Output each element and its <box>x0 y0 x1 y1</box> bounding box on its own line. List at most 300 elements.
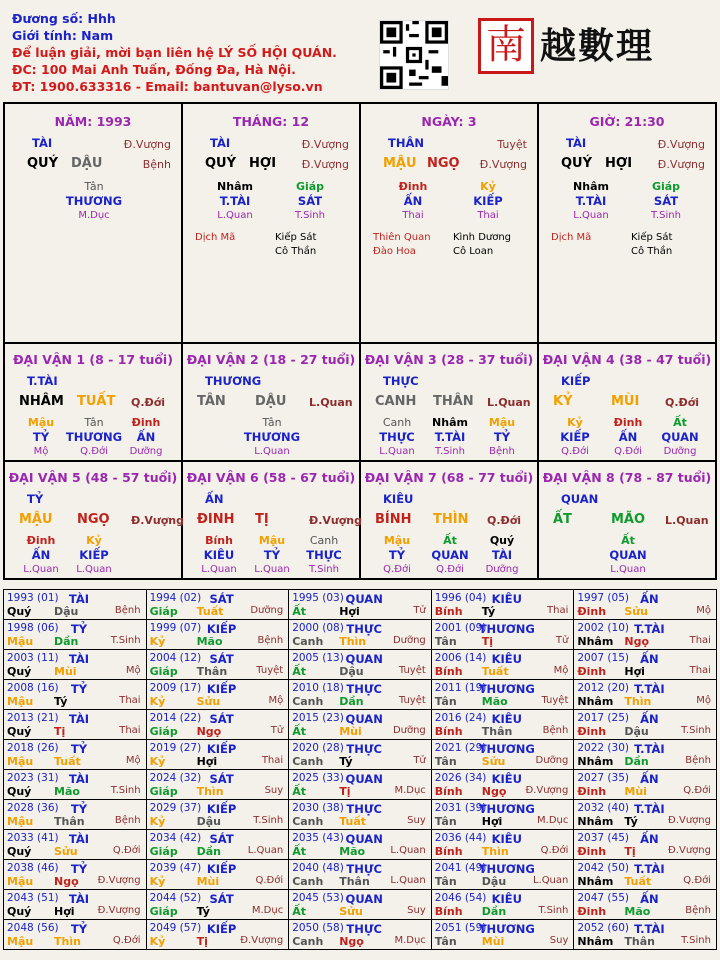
daivan-cell <box>183 344 361 462</box>
year-phase: L.Quan <box>390 845 426 856</box>
pillar-cell <box>5 104 183 344</box>
table-row <box>4 620 717 650</box>
year-phase: Tử <box>270 725 284 736</box>
year-branch: Mão <box>339 845 366 858</box>
year-phase: Bệnh <box>257 635 284 646</box>
year-ten-god: QUAN <box>345 712 383 726</box>
year-stem: Tân <box>434 695 457 708</box>
year-phase: L.Quan <box>247 845 284 856</box>
year-cell <box>289 830 432 860</box>
year-cell <box>289 770 432 800</box>
year-stem: Bính <box>434 845 463 858</box>
daivan-ten-god: T.TÀI <box>27 374 58 388</box>
year-label: 2023 (31) <box>7 772 59 784</box>
pillar-cell <box>183 104 361 344</box>
year-label: 2009 (17) <box>149 682 202 694</box>
hidden-ten-god: T.TÀI <box>219 194 251 208</box>
year-label: 1995 (03) <box>292 592 344 604</box>
year-phase: Tuyệt <box>256 665 284 676</box>
year-stem: Mậu <box>7 695 34 708</box>
daivan-hidden-phase: L.Quan <box>201 564 237 575</box>
year-label: 2025 (33) <box>292 772 344 784</box>
year-stem: Đinh <box>577 785 607 798</box>
year-ten-god: THỰC <box>346 802 382 816</box>
year-label: 2051 (59) <box>434 922 487 934</box>
year-ten-god: KIẾP <box>206 622 237 636</box>
year-cell <box>289 650 432 680</box>
year-branch: Sửu <box>481 755 506 768</box>
year-stem: Canh <box>292 875 324 888</box>
year-cell <box>432 800 575 830</box>
year-label: 2002 (10) <box>577 622 629 634</box>
year-ten-god: TÀI <box>68 772 90 786</box>
year-phase: T.Sinh <box>681 935 711 946</box>
year-label: 2036 (44) <box>434 832 487 844</box>
hidden-phase: T.Sinh <box>295 210 325 221</box>
year-stem: Tân <box>434 935 457 948</box>
year-cell <box>4 680 147 710</box>
hidden-phase: M.Dục <box>78 210 110 221</box>
year-ten-god: THỰC <box>346 622 382 636</box>
daivan-cell <box>5 462 183 580</box>
star-right: Kiếp Sát <box>631 232 673 243</box>
year-phase: Tuyệt <box>398 665 426 676</box>
year-cell <box>289 590 432 620</box>
year-ten-god: T.TÀI <box>634 682 665 696</box>
daivan-hidden-phase: L.Quan <box>23 564 59 575</box>
daivan-stem: ĐINH <box>197 512 235 527</box>
year-phase: Tử <box>413 605 426 616</box>
year-stem: Đinh <box>577 665 607 678</box>
year-branch: Mão <box>481 695 508 708</box>
year-stem: Tân <box>434 755 457 768</box>
year-ten-god: THỰC <box>346 742 382 756</box>
daivan-row-2 <box>5 462 717 580</box>
daivan-hidden-god: KIÊU <box>203 548 235 562</box>
star-left: Đào Hoa <box>373 246 416 257</box>
daivan-title: ĐẠI VẬN 3 (28 - 37 tuổi) <box>364 352 534 367</box>
year-branch: Dần <box>54 635 79 648</box>
year-branch: Ngọ <box>339 935 364 948</box>
daivan-stem: ẤT <box>553 512 572 527</box>
year-ten-god: ẤN <box>640 652 659 666</box>
pillar-row <box>5 104 717 344</box>
daivan-hidden-god: ẤN <box>31 548 51 562</box>
year-label: 2038 (46) <box>7 862 59 874</box>
year-branch: Hợi <box>196 755 218 768</box>
pillar-cell <box>361 104 539 344</box>
daivan-hidden-stem: Canh <box>382 416 412 429</box>
year-cell <box>574 770 717 800</box>
daivan-hidden-god: TÀI <box>491 548 513 562</box>
year-ten-god: QUAN <box>345 772 383 786</box>
star-right: Cô Loan <box>453 246 494 257</box>
year-branch: Tị <box>481 635 494 648</box>
daivan-stem: MẬU <box>19 512 53 527</box>
year-stem: Tân <box>434 635 457 648</box>
year-label: 2001 (09) <box>434 622 487 634</box>
year-ten-god: KIÊU <box>491 832 522 846</box>
heavenly-stem: QUÝ <box>561 156 593 171</box>
year-stem: Nhâm <box>577 755 614 768</box>
year-phase: Mộ <box>268 695 284 706</box>
year-cell <box>4 710 147 740</box>
year-phase: Thai <box>547 605 569 616</box>
year-cell <box>574 710 717 740</box>
pillar-stage: Đ.Vượng <box>479 158 527 171</box>
year-stem: Ất <box>292 845 306 858</box>
year-ten-god: QUAN <box>345 592 383 606</box>
year-branch: Hợi <box>481 815 503 828</box>
year-label: 2033 (41) <box>7 832 59 844</box>
year-phase: Thai <box>119 695 141 706</box>
table-row <box>4 890 717 920</box>
year-ten-god: THỰC <box>346 922 382 936</box>
year-label: 2048 (56) <box>7 922 59 934</box>
daivan-state: Q.Đới <box>131 396 166 409</box>
daivan-hidden-god: THƯƠNG <box>65 430 123 444</box>
brand-title: 越數理 <box>540 25 655 67</box>
year-cell <box>432 890 575 920</box>
year-label: 2049 (57) <box>149 922 202 934</box>
year-stem: Bính <box>434 905 463 918</box>
year-label: 2017 (25) <box>577 712 629 724</box>
year-ten-god: TỶ <box>70 862 88 876</box>
year-cell <box>289 860 432 890</box>
year-stem: Nhâm <box>577 815 614 828</box>
year-branch: Ngọ <box>54 875 79 888</box>
hidden-phase: Thai <box>402 210 424 221</box>
year-label: 1996 (04) <box>434 592 487 604</box>
year-label: 2013 (21) <box>7 712 59 724</box>
year-phase: Thai <box>261 755 284 766</box>
daivan-cell <box>5 344 183 462</box>
daivan-branch: MÃO <box>611 512 646 527</box>
year-ten-god: TÀI <box>68 832 90 846</box>
year-phase: M.Dục <box>251 905 284 916</box>
year-branch: Tý <box>481 605 496 618</box>
year-branch: Tuất <box>196 605 224 618</box>
daivan-branch: DẬU <box>255 394 287 409</box>
pillar-stage: Đ.Vượng <box>301 158 349 171</box>
year-label: 2028 (36) <box>7 802 59 814</box>
year-cell <box>289 710 432 740</box>
year-phase: Q.Đới <box>540 845 569 856</box>
pillar-state: Đ.Vượng <box>123 138 171 151</box>
daivan-title: ĐẠI VẬN 4 (38 - 47 tuổi) <box>542 352 712 367</box>
daivan-hidden-god: TỶ <box>388 548 406 562</box>
year-stem: Giáp <box>149 905 178 918</box>
year-stem: Kỷ <box>149 635 166 648</box>
pillar-title: GIỜ: 21:30 <box>589 114 665 129</box>
year-stem: Ất <box>292 665 306 678</box>
daivan-hidden-stem: Đinh <box>613 416 643 429</box>
year-branch: Dần <box>196 845 221 858</box>
year-branch: Mão <box>54 785 80 798</box>
year-label: 2047 (55) <box>577 892 629 904</box>
year-branch: Mùi <box>196 875 220 888</box>
year-branch: Sửu <box>54 845 78 858</box>
hidden-phase: T.Sinh <box>651 210 681 221</box>
year-stem: Quý <box>7 665 32 678</box>
daivan-title: ĐẠI VẬN 8 (78 - 87 tuổi) <box>542 470 712 485</box>
year-ten-god: TỶ <box>70 802 88 816</box>
daivan-hidden-god: KIẾP <box>79 548 109 562</box>
year-label: 2027 (35) <box>577 772 629 784</box>
heavenly-stem: QUÝ <box>205 156 237 171</box>
year-stem: Giáp <box>149 845 178 858</box>
year-label: 1993 (01) <box>7 592 59 604</box>
daivan-cell <box>361 344 539 462</box>
year-cell <box>289 620 432 650</box>
daivan-cell <box>183 462 361 580</box>
daivan-hidden-phase: L.Quan <box>254 564 290 575</box>
daivan-row-1 <box>5 344 717 462</box>
daivan-state: L.Quan <box>309 396 353 409</box>
year-phase: Đ.Vượng <box>240 935 284 946</box>
year-branch: Ngọ <box>196 725 222 738</box>
year-phase: Dưỡng <box>535 755 569 766</box>
year-label: 2003 (11) <box>7 652 59 664</box>
year-label: 2046 (54) <box>434 892 487 904</box>
daivan-hidden-god: QUAN <box>431 548 469 562</box>
year-label: 2037 (45) <box>577 832 629 844</box>
daivan-hidden-phase: L.Quan <box>76 564 112 575</box>
year-stem: Mậu <box>7 755 34 768</box>
year-ten-god: ẤN <box>640 772 659 786</box>
year-stem: Ất <box>292 905 306 918</box>
year-ten-god: KIẾP <box>206 802 237 816</box>
year-branch: Tý <box>196 905 210 918</box>
year-label: 2010 (18) <box>292 682 344 694</box>
year-ten-god: KIÊU <box>491 592 522 606</box>
year-phase: L.Quan <box>532 875 569 886</box>
table-row <box>4 710 717 740</box>
daivan-hidden-phase: Q.Đới <box>614 446 642 457</box>
daivan-hidden-god: TỶ <box>493 430 511 444</box>
daivan-hidden-god: THƯƠNG <box>243 430 301 444</box>
year-stem: Kỷ <box>149 755 166 768</box>
year-ten-god: T.TÀI <box>634 922 665 936</box>
daivan-state: Đ.Vượng <box>309 514 363 527</box>
year-stem: Ất <box>292 605 306 618</box>
year-cell <box>574 650 717 680</box>
year-ten-god: TÀI <box>68 892 90 906</box>
year-label: 2043 (51) <box>7 892 59 904</box>
daivan-state: L.Quan <box>487 396 531 409</box>
year-label: 2021 (29) <box>434 742 487 754</box>
daivan-hidden-god: THỰC <box>306 548 342 562</box>
year-stem: Kỷ <box>149 815 166 828</box>
earthly-branch: HỢI <box>249 156 277 171</box>
daivan-hidden-stem: Tân <box>262 416 282 429</box>
year-stem: Quý <box>7 785 32 798</box>
year-ten-god: KIẾP <box>206 742 237 756</box>
table-row <box>4 830 717 860</box>
info-block <box>12 10 337 95</box>
year-phase: Thai <box>689 665 711 676</box>
year-stem: Đinh <box>577 905 607 918</box>
year-phase: Dưỡng <box>250 605 284 616</box>
year-phase: Suy <box>407 905 426 916</box>
daivan-stem: KỶ <box>553 394 573 409</box>
year-branch: Thìn <box>196 785 224 798</box>
daivan-ten-god: THỰC <box>383 374 419 388</box>
star-left: Dịch Mã <box>551 232 592 243</box>
ten-god: TÀI <box>32 136 53 150</box>
year-phase: T.Sinh <box>681 725 711 736</box>
year-cell <box>574 860 717 890</box>
year-branch: Sửu <box>624 605 648 618</box>
year-label: 2029 (37) <box>149 802 202 814</box>
year-phase: Bệnh <box>114 605 141 616</box>
year-cell <box>147 740 290 770</box>
year-ten-god: ẤN <box>640 592 659 606</box>
hidden-stem: Tân <box>84 180 104 193</box>
year-label: 2019 (27) <box>149 742 202 754</box>
year-phase: Đ.Vượng <box>97 905 141 916</box>
daivan-stem: BÍNH <box>375 512 412 527</box>
year-branch: Tý <box>624 815 638 828</box>
year-phase: Mộ <box>553 665 569 676</box>
year-stem: Giáp <box>149 785 178 798</box>
year-ten-god: KIẾP <box>206 862 237 876</box>
pillar-stage: Đ.Vượng <box>657 158 705 171</box>
daivan-hidden-god: ẤN <box>136 430 156 444</box>
year-label: 2034 (42) <box>149 832 202 844</box>
year-phase: Đ.Vượng <box>668 815 711 826</box>
year-cell <box>574 890 717 920</box>
year-cell <box>147 860 290 890</box>
year-phase: Mộ <box>125 755 141 766</box>
star-right: Cô Thần <box>631 246 673 257</box>
daivan-branch: TỊ <box>255 512 269 527</box>
year-stem: Mậu <box>7 815 34 828</box>
table-row <box>4 740 717 770</box>
hidden-ten-god: SÁT <box>297 194 323 208</box>
year-branch: Tý <box>339 755 353 768</box>
daivan-title: ĐẠI VẬN 1 (8 - 17 tuổi) <box>13 352 173 367</box>
daivan-branch: THÌN <box>433 512 469 527</box>
table-row <box>4 920 717 950</box>
owner-name: Đương số: Hhh <box>12 11 116 26</box>
hidden-stem: Nhâm <box>217 180 253 193</box>
year-phase: Q.Đới <box>683 875 711 886</box>
year-branch: Hợi <box>624 665 645 678</box>
daivan-state: Q.Đới <box>487 514 522 527</box>
year-branch: Mùi <box>339 725 362 738</box>
year-phase: Mộ <box>125 665 141 676</box>
year-cell <box>574 830 717 860</box>
year-ten-god: SÁT <box>209 892 234 906</box>
daivan-ten-god: QUAN <box>561 492 599 506</box>
year-ten-god: KIÊU <box>491 772 522 786</box>
daivan-hidden-stem: Mậu <box>383 534 411 547</box>
year-cell <box>147 890 290 920</box>
heavenly-stem: QUÝ <box>27 156 59 171</box>
year-label: 2020 (28) <box>292 742 344 754</box>
year-ten-god: THƯƠNG <box>478 862 535 876</box>
daivan-hidden-phase: T.Sinh <box>309 564 339 575</box>
year-label: 2040 (48) <box>292 862 344 874</box>
year-stem: Tân <box>434 875 457 888</box>
year-cell <box>432 860 575 890</box>
year-cell <box>432 650 575 680</box>
pillar-state: Đ.Vượng <box>301 138 349 151</box>
year-label: 2030 (38) <box>292 802 344 814</box>
year-branch: Ngọ <box>624 635 650 648</box>
daivan-hidden-stem: Canh <box>309 534 339 547</box>
hidden-stem: Nhâm <box>573 180 609 193</box>
year-phase: Đ.Vượng <box>97 875 141 886</box>
earthly-branch: DẬU <box>71 156 103 171</box>
year-cell <box>432 830 575 860</box>
year-branch: Dậu <box>624 725 649 738</box>
daivan-state: Q.Đới <box>665 396 700 409</box>
daivan-hidden-stem: Kỷ <box>86 534 102 547</box>
year-label: 2008 (16) <box>7 682 59 694</box>
year-ten-god: SÁT <box>209 772 234 786</box>
daivan-branch: NGỌ <box>77 512 110 527</box>
year-phase: Suy <box>407 815 426 826</box>
year-stem: Bính <box>434 665 463 678</box>
daivan-branch: THÂN <box>433 394 474 409</box>
year-cell <box>289 800 432 830</box>
daivan-ten-god: KIẾP <box>561 374 591 388</box>
year-phase: Dưỡng <box>392 635 426 646</box>
year-stem: Nhâm <box>577 695 614 708</box>
daivan-hidden-god: THỰC <box>379 430 415 444</box>
year-cell <box>574 920 717 950</box>
daivan-ten-god: TỶ <box>27 492 44 506</box>
year-stem: Đinh <box>577 725 607 738</box>
year-branch: Sửu <box>339 905 363 918</box>
year-branch: Dậu <box>196 815 221 828</box>
year-label: 2016 (24) <box>434 712 487 724</box>
year-branch: Sửu <box>196 695 221 708</box>
year-stem: Quý <box>7 905 32 918</box>
year-cell <box>147 680 290 710</box>
daivan-hidden-stem: Mậu <box>488 416 516 429</box>
gender: Giới tính: Nam <box>12 28 114 43</box>
year-ten-god: KIÊU <box>491 892 522 906</box>
year-stem: Nhâm <box>577 935 614 948</box>
year-phase: M.Dục <box>537 815 569 826</box>
year-stem: Mậu <box>7 635 34 648</box>
daivan-cell <box>539 462 717 580</box>
year-stem: Giáp <box>149 725 178 738</box>
daivan-hidden-god: QUAN <box>661 430 699 444</box>
year-label: 2041 (49) <box>434 862 487 874</box>
year-branch: Thân <box>339 875 370 888</box>
pillar-state: Đ.Vượng <box>657 138 705 151</box>
address: ĐC: 100 Mai Anh Tuấn, Đống Đa, Hà Nội. <box>12 62 296 77</box>
year-stem: Canh <box>292 935 324 948</box>
daivan-stem: CANH <box>375 394 417 409</box>
pillar-title: THÁNG: 12 <box>232 114 310 129</box>
star-right: Cô Thần <box>275 246 317 257</box>
year-phase: Suy <box>549 935 569 946</box>
year-ten-god: T.TÀI <box>634 802 665 816</box>
year-ten-god: THỰC <box>346 862 382 876</box>
year-label: 2050 (58) <box>292 922 344 934</box>
year-phase: Tuyệt <box>541 695 569 706</box>
hidden-phase: L.Quan <box>217 210 253 221</box>
table-row <box>4 800 717 830</box>
daivan-hidden-phase: L.Quan <box>254 446 290 457</box>
daivan-cell <box>361 462 539 580</box>
daivan-hidden-god: KIẾP <box>560 430 590 444</box>
